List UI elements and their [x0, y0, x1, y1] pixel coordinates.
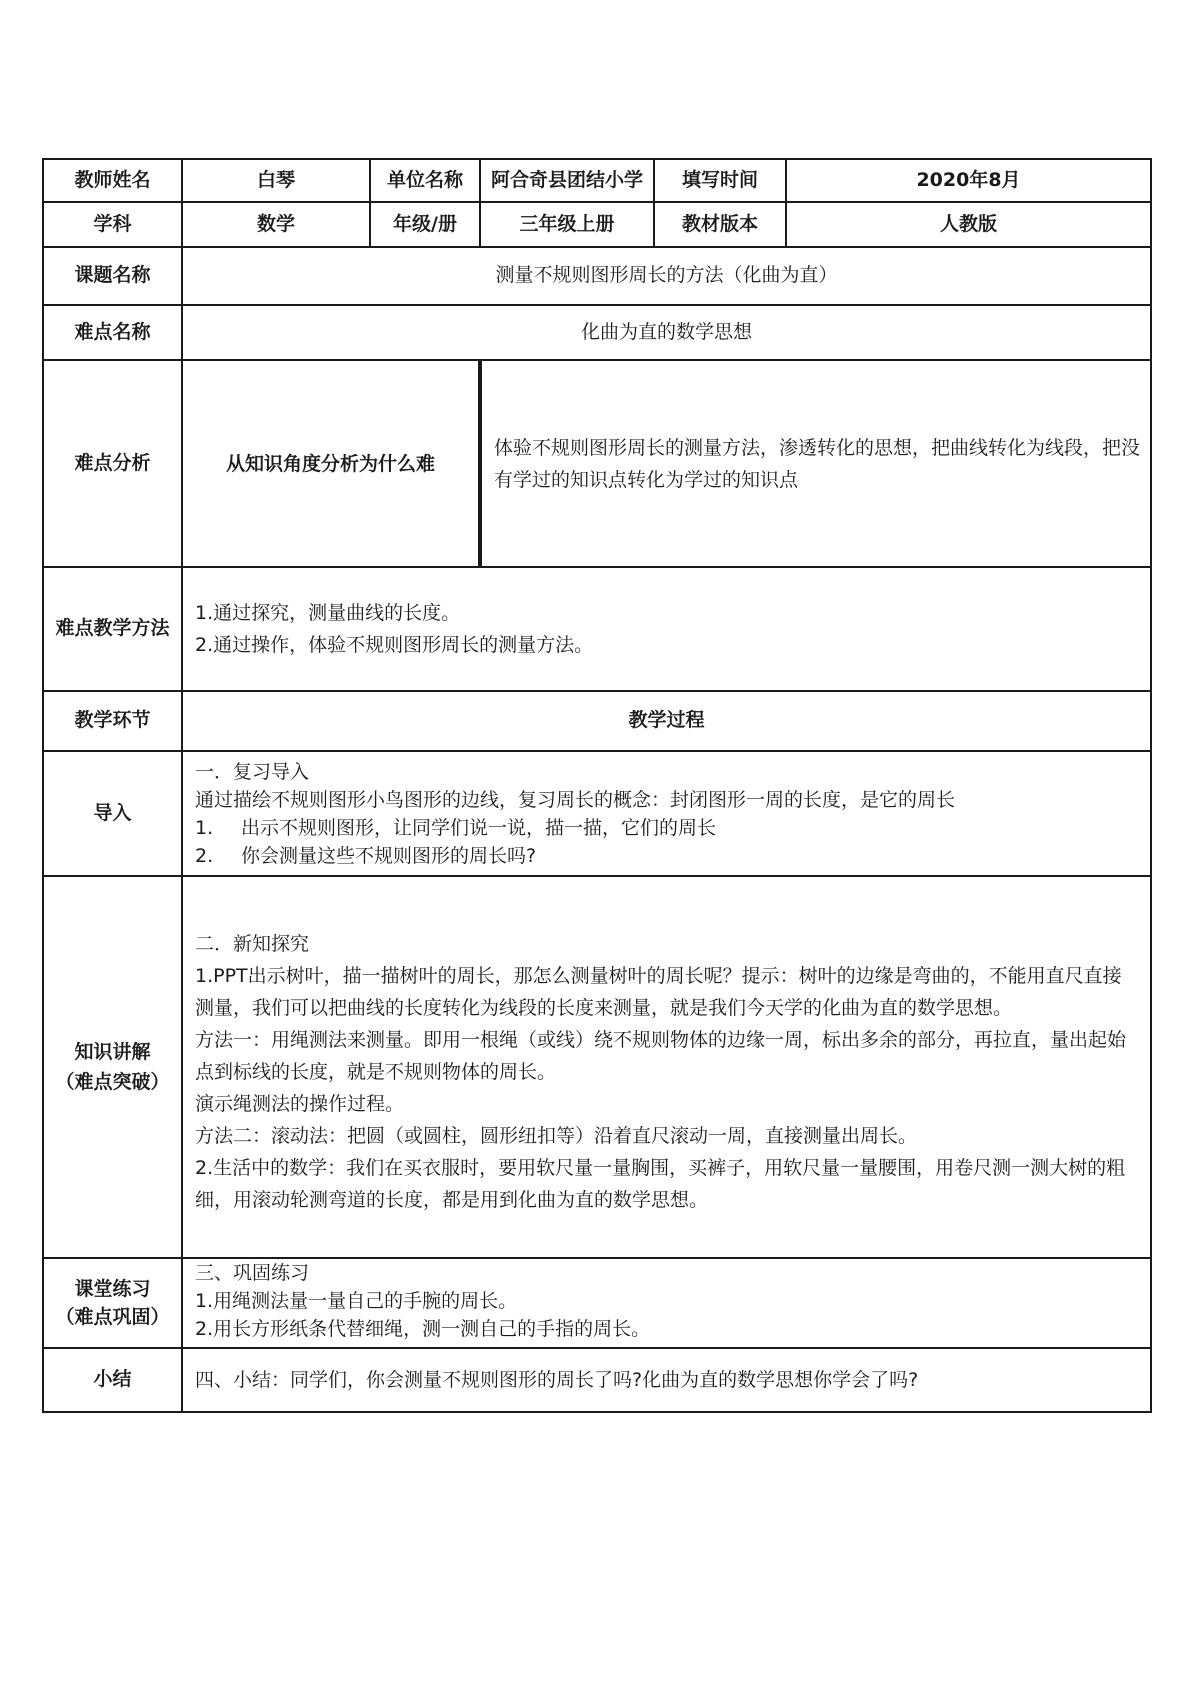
difficulty-label: 难点名称	[43, 305, 182, 360]
edition-label: 教材版本	[654, 202, 786, 247]
intro-label: 导入	[43, 751, 182, 876]
knowledge-para-1: 1.PPT出示树叶，描一描树叶的周长，那怎么测量树叶的周长呢？提示：树叶的边缘是弯曲的，不能用直尺直接测量，我们可以把曲线的长度转化为线段的长度来测量，就是我们今天学的化曲为直的数学思想。	[195, 965, 1122, 1019]
practice-label-cell	[43, 1258, 182, 1348]
intro-item-2-num: 2.	[195, 844, 214, 867]
method-label: 难点教学方法	[43, 567, 182, 691]
grade-label: 年级/册	[370, 202, 480, 247]
method-line-2: 2.通过操作，体验不规则图形周长的测量方法。	[195, 634, 594, 656]
subject-value: 数学	[182, 202, 370, 247]
intro-heading: 一．复习导入	[195, 760, 310, 783]
analysis-sub-label: 从知识角度分析为什么难	[225, 452, 435, 475]
practice-label-2: （难点巩固）	[55, 1306, 170, 1328]
subject-label: 学科	[43, 202, 182, 247]
practice-row	[43, 1258, 1151, 1348]
knowledge-para-5: 2.生活中的数学：我们在买衣服时，要用软尺量一量胸围，买裤子，用软尺量一量腰围，用卷尺测一测大树的粗细，用滚动轮测弯道的长度，都是用到化曲为直的数学思想。	[195, 1157, 1126, 1211]
process-label: 教学环节	[43, 691, 182, 751]
summary-cell	[182, 1348, 1151, 1412]
knowledge-para-3: 演示绳测法的操作过程。	[195, 1093, 405, 1115]
summary-label: 小结	[43, 1348, 182, 1412]
practice-cell	[182, 1258, 1151, 1348]
practice-line-1: 1.用绳测法量一量自己的手腕的周长。	[195, 1290, 518, 1312]
unit-value: 阿合奇县团结小学	[480, 159, 654, 202]
difficulty-value: 化曲为直的数学思想	[182, 305, 1151, 360]
date-value: 2020年8月	[786, 159, 1151, 202]
intro-item-1-num: 1.	[195, 816, 214, 839]
summary-text: 四、小结：同学们，你会测量不规则图形的周长了吗?化曲为直的数学思想你学会了吗?	[195, 1369, 919, 1391]
intro-item-2-text: 你会测量这些不规则图形的周长吗?	[241, 844, 537, 867]
intro-cell	[182, 751, 1151, 876]
method-cell	[182, 567, 1151, 691]
header-row-2	[43, 202, 1151, 247]
topic-value: 测量不规则图形周长的方法（化曲为直）	[182, 247, 1151, 305]
practice-heading: 三、巩固练习	[195, 1262, 310, 1284]
analysis-text-cell	[480, 360, 1151, 567]
teacher-value: 白琴	[182, 159, 370, 202]
practice-label: 课堂练习	[74, 1278, 151, 1300]
difficulty-row	[43, 305, 1151, 360]
knowledge-para-2: 方法一：用绳测法来测量。即用一根绳（或线）绕不规则物体的边缘一周，标出多余的部分，再拉直，量出起始点到标线的长度，就是不规则物体的周长。	[195, 1029, 1127, 1083]
analysis-row	[43, 360, 1151, 567]
analysis-sub-cell	[182, 360, 480, 567]
knowledge-row	[43, 876, 1151, 1258]
method-line-1: 1.通过探究，测量曲线的长度。	[195, 602, 461, 624]
intro-item-1	[195, 814, 1140, 842]
process-value: 教学过程	[182, 691, 1151, 751]
knowledge-label-cell	[43, 876, 182, 1258]
grade-value: 三年级上册	[480, 202, 654, 247]
knowledge-cell	[182, 876, 1151, 1258]
knowledge-para-4: 方法二：滚动法：把圆（或圆柱，圆形纽扣等）沿着直尺滚动一周，直接测量出周长。	[195, 1125, 918, 1147]
analysis-label: 难点分析	[43, 360, 182, 567]
knowledge-heading: 二．新知探究	[195, 933, 310, 955]
intro-item-2	[195, 842, 1140, 870]
lesson-plan-table	[42, 158, 1152, 1413]
date-label: 填写时间	[654, 159, 786, 202]
topic-row	[43, 247, 1151, 305]
header-row-1	[43, 159, 1151, 202]
knowledge-label-2: （难点突破）	[55, 1071, 170, 1093]
teacher-label: 教师姓名	[43, 159, 182, 202]
intro-text: 通过描绘不规则图形小鸟图形的边线，复习周长的概念：封闭图形一周的长度，是它的周长	[195, 788, 956, 811]
intro-item-1-text: 出示不规则图形，让同学们说一说，描一描，它们的周长	[241, 816, 717, 839]
edition-value: 人教版	[786, 202, 1151, 247]
unit-label: 单位名称	[370, 159, 480, 202]
practice-line-2: 2.用长方形纸条代替细绳，测一测自己的手指的周长。	[195, 1318, 651, 1340]
analysis-text: 体验不规则图形周长的测量方法，渗透转化的思想，把曲线转化为线段，把没有学过的知识点转化为学过的知识点	[494, 436, 1141, 491]
topic-label: 课题名称	[43, 247, 182, 305]
process-header-row	[43, 691, 1151, 751]
summary-row	[43, 1348, 1151, 1412]
method-row	[43, 567, 1151, 691]
knowledge-label: 知识讲解	[74, 1041, 151, 1063]
intro-row	[43, 751, 1151, 876]
